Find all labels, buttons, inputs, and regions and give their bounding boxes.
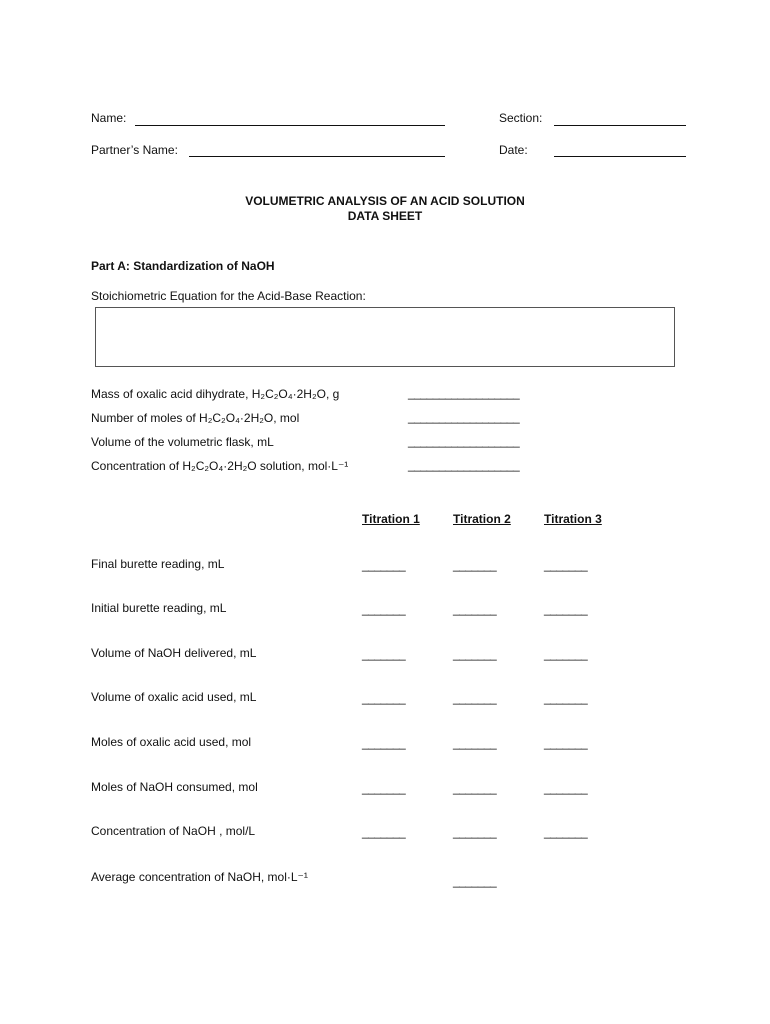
name-field[interactable] [135, 125, 445, 126]
date-label: Date: [499, 143, 528, 157]
oxalic-volume-t2-field[interactable]: _______ [453, 691, 497, 705]
naoh-moles-t2-field[interactable]: _______ [453, 781, 497, 795]
row-label-naoh-moles: Moles of NaOH consumed, mol [91, 780, 258, 794]
initial-burette-t3-field[interactable]: _______ [544, 602, 588, 616]
naoh-moles-t1-field[interactable]: _______ [362, 781, 406, 795]
oxalic-concentration-label: Concentration of H₂C₂O₄·2H₂O solution, mol·L⁻¹ [91, 459, 349, 473]
initial-burette-t2-field[interactable]: _______ [453, 602, 497, 616]
naoh-delivered-t1-field[interactable]: _______ [362, 647, 406, 661]
row-label-average-concentration: Average concentration of NaOH, mol·L⁻¹ [91, 870, 308, 884]
row-label-initial-burette: Initial burette reading, mL [91, 601, 227, 615]
naoh-concentration-t2-field[interactable]: _______ [453, 825, 497, 839]
oxalic-moles-t1-field[interactable]: _______ [362, 736, 406, 750]
naoh-delivered-t3-field[interactable]: _______ [544, 647, 588, 661]
row-label-oxalic-volume: Volume of oxalic acid used, mL [91, 690, 257, 704]
oxalic-concentration-field[interactable]: __________________ [408, 458, 520, 472]
date-field[interactable] [554, 156, 686, 157]
section-label: Section: [499, 111, 543, 125]
partner-name-field[interactable] [189, 156, 445, 157]
equation-box[interactable] [95, 307, 675, 367]
mass-oxalic-field[interactable]: __________________ [408, 386, 520, 400]
row-label-naoh-concentration: Concentration of NaOH , mol/L [91, 824, 256, 838]
titration-3-header: Titration 3 [544, 512, 602, 526]
section-field[interactable] [554, 125, 686, 126]
part-a-heading: Part A: Standardization of NaOH [91, 259, 275, 273]
naoh-moles-t3-field[interactable]: _______ [544, 781, 588, 795]
mass-oxalic-label: Mass of oxalic acid dihydrate, H₂C₂O₄·2H₂O, g [91, 387, 340, 401]
final-burette-t1-field[interactable]: _______ [362, 558, 406, 572]
average-concentration-field[interactable]: _______ [453, 874, 497, 888]
equation-label: Stoichiometric Equation for the Acid-Base Reaction: [91, 289, 366, 303]
naoh-delivered-t2-field[interactable]: _______ [453, 647, 497, 661]
row-label-oxalic-moles: Moles of oxalic acid used, mol [91, 735, 252, 749]
partner-name-label: Partner’s Name: [91, 143, 178, 157]
initial-burette-t1-field[interactable]: _______ [362, 602, 406, 616]
page-title: VOLUMETRIC ANALYSIS OF AN ACID SOLUTION [245, 194, 525, 208]
name-label: Name: [91, 111, 127, 125]
final-burette-t2-field[interactable]: _______ [453, 558, 497, 572]
row-label-naoh-delivered: Volume of NaOH delivered, mL [91, 646, 257, 660]
titration-2-header: Titration 2 [453, 512, 511, 526]
oxalic-volume-t3-field[interactable]: _______ [544, 691, 588, 705]
oxalic-moles-t2-field[interactable]: _______ [453, 736, 497, 750]
titration-1-header: Titration 1 [362, 512, 420, 526]
final-burette-t3-field[interactable]: _______ [544, 558, 588, 572]
naoh-concentration-t3-field[interactable]: _______ [544, 825, 588, 839]
moles-oxalic-field[interactable]: __________________ [408, 410, 520, 424]
naoh-concentration-t1-field[interactable]: _______ [362, 825, 406, 839]
row-label-final-burette: Final burette reading, mL [91, 557, 225, 571]
flask-volume-field[interactable]: __________________ [408, 434, 520, 448]
oxalic-moles-t3-field[interactable]: _______ [544, 736, 588, 750]
moles-oxalic-label: Number of moles of H₂C₂O₄·2H₂O, mol [91, 411, 300, 425]
page-subtitle: DATA SHEET [347, 209, 423, 223]
oxalic-volume-t1-field[interactable]: _______ [362, 691, 406, 705]
flask-volume-label: Volume of the volumetric flask, mL [91, 435, 274, 449]
